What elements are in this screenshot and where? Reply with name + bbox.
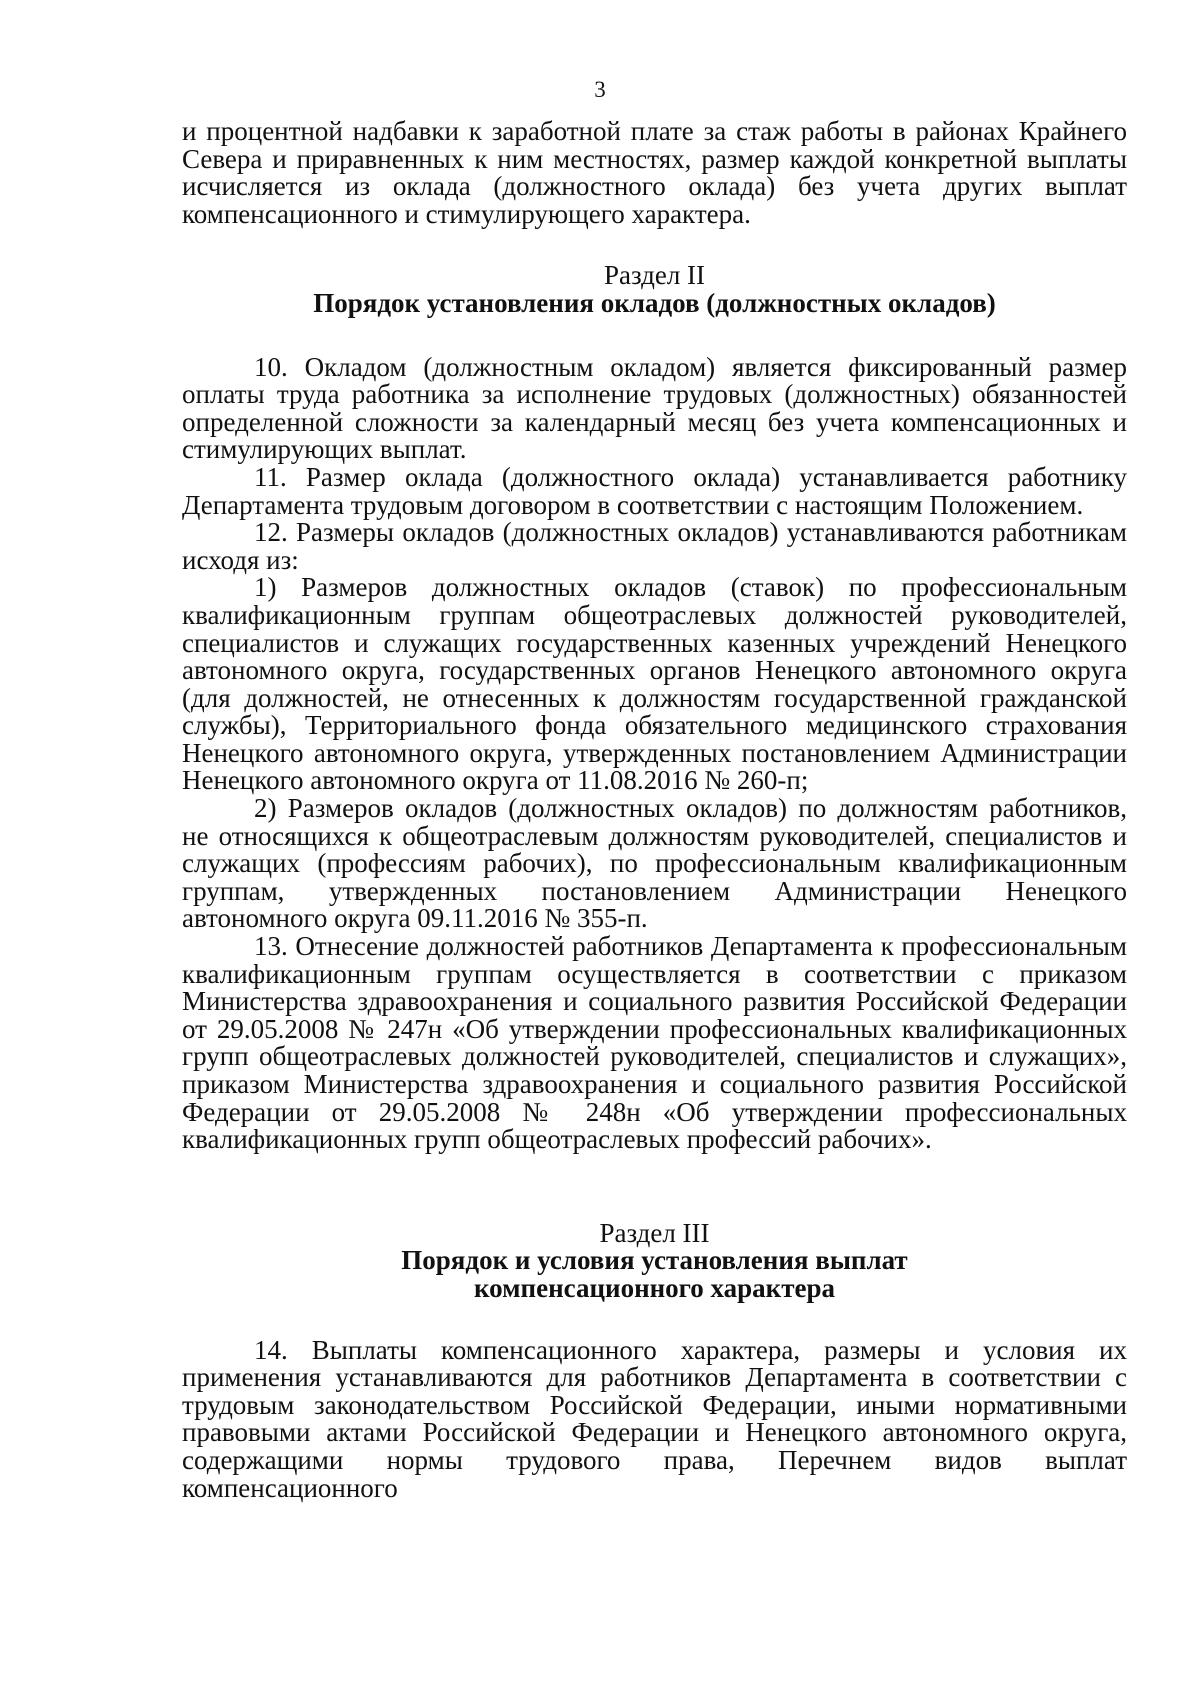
section-2-title: Порядок установления окладов (должностных окладов) bbox=[313, 287, 996, 318]
paragraph-11: 11. Размер оклада (должностного оклада) устанавливается работнику Департамента трудовым договором в соответствии с настоящим Положением. bbox=[182, 461, 1127, 520]
paragraph-12: 12. Размеры окладов (должностных окладов) устанавливаются работникам исходя из: bbox=[182, 517, 1127, 575]
section-3-title-line-1: Порядок и условия установления выплат bbox=[401, 1245, 908, 1276]
section-3-title-line-2: компенсационного характера bbox=[473, 1272, 836, 1303]
paragraph-12-item-1: 1) Размеров должностных окладов (ставок) по профессиональным квалификационным группам общеотраслевых должностей руководителей, специалистов и служащих государственных казенных учреждений Ненецкого автономного округа, государственных органов Ненецкого автономного округа (для должностей, не отнесенных к должностям государственной гражданской службы), Территориального фонда обязательного медицинского страхования Ненецкого автономного округа, утвержденных постановлением Администрации Ненецкого автономного округа от 11.08.2016 № 260-п; bbox=[182, 572, 1127, 796]
paragraph-14: 14. Выплаты компенсационного характера, размеры и условия их применения устанавливаются для работников Департамента в соответствии с трудовым законодательством Российской Федерации, иными нормативными правовыми актами Российской Федерации и Ненецкого автономного округа, содержащими нормы трудового права, Перечнем видов выплат компенсационного bbox=[182, 1334, 1127, 1503]
paragraph-12-item-2: 2) Размеров окладов (должностных окладов) по должностям работников, не относящихся к общеотраслевым должностям руководителей, специалистов и служащих (профессиям рабочих), по профессиональным квалификационным группам, утвержденных постановлением Администрации Ненецкого автономного округа 09.11.2016 № 355-п. bbox=[182, 793, 1127, 934]
paragraph-10: 10. Окладом (должностным окладом) является фиксированный размер оплаты труда работника за исполнение трудовых (должностных) обязанностей определенной сложности за календарный месяц без учета компенсационных и стимулирующих выплат. bbox=[182, 351, 1127, 465]
page-number: 3 bbox=[594, 77, 606, 102]
document-body bbox=[182, 118, 1127, 1502]
section-3-label: Раздел III bbox=[599, 1217, 710, 1248]
section-2-label: Раздел II bbox=[603, 260, 706, 291]
paragraph-13: 13. Отнесение должностей работников Департамента к профессиональным квалификационным группам осуществляется в соответствии с приказом Министерства здравоохранения и социального развития Российской Федерации от 29.05.2008 № 247н «Об утверждении профессиональных квалификационных групп общеотраслевых должностей руководителей, специалистов и служащих», приказом Министерства здравоохранения и социального развития Российской Федерации от 29.05.2008 № 248н «Об утверждении профессиональных квалификационных групп общеотраслевых профессий рабочих». bbox=[182, 931, 1127, 1155]
intro-paragraph: и процентной надбавки к заработной плате за стаж работы в районах Крайнего Севера и приравненных к ним местностях, размер каждой конкретной выплаты исчисляется из оклада (должностного оклада) без учета других выплат компенсационного и стимулирующего характера. bbox=[182, 116, 1127, 229]
